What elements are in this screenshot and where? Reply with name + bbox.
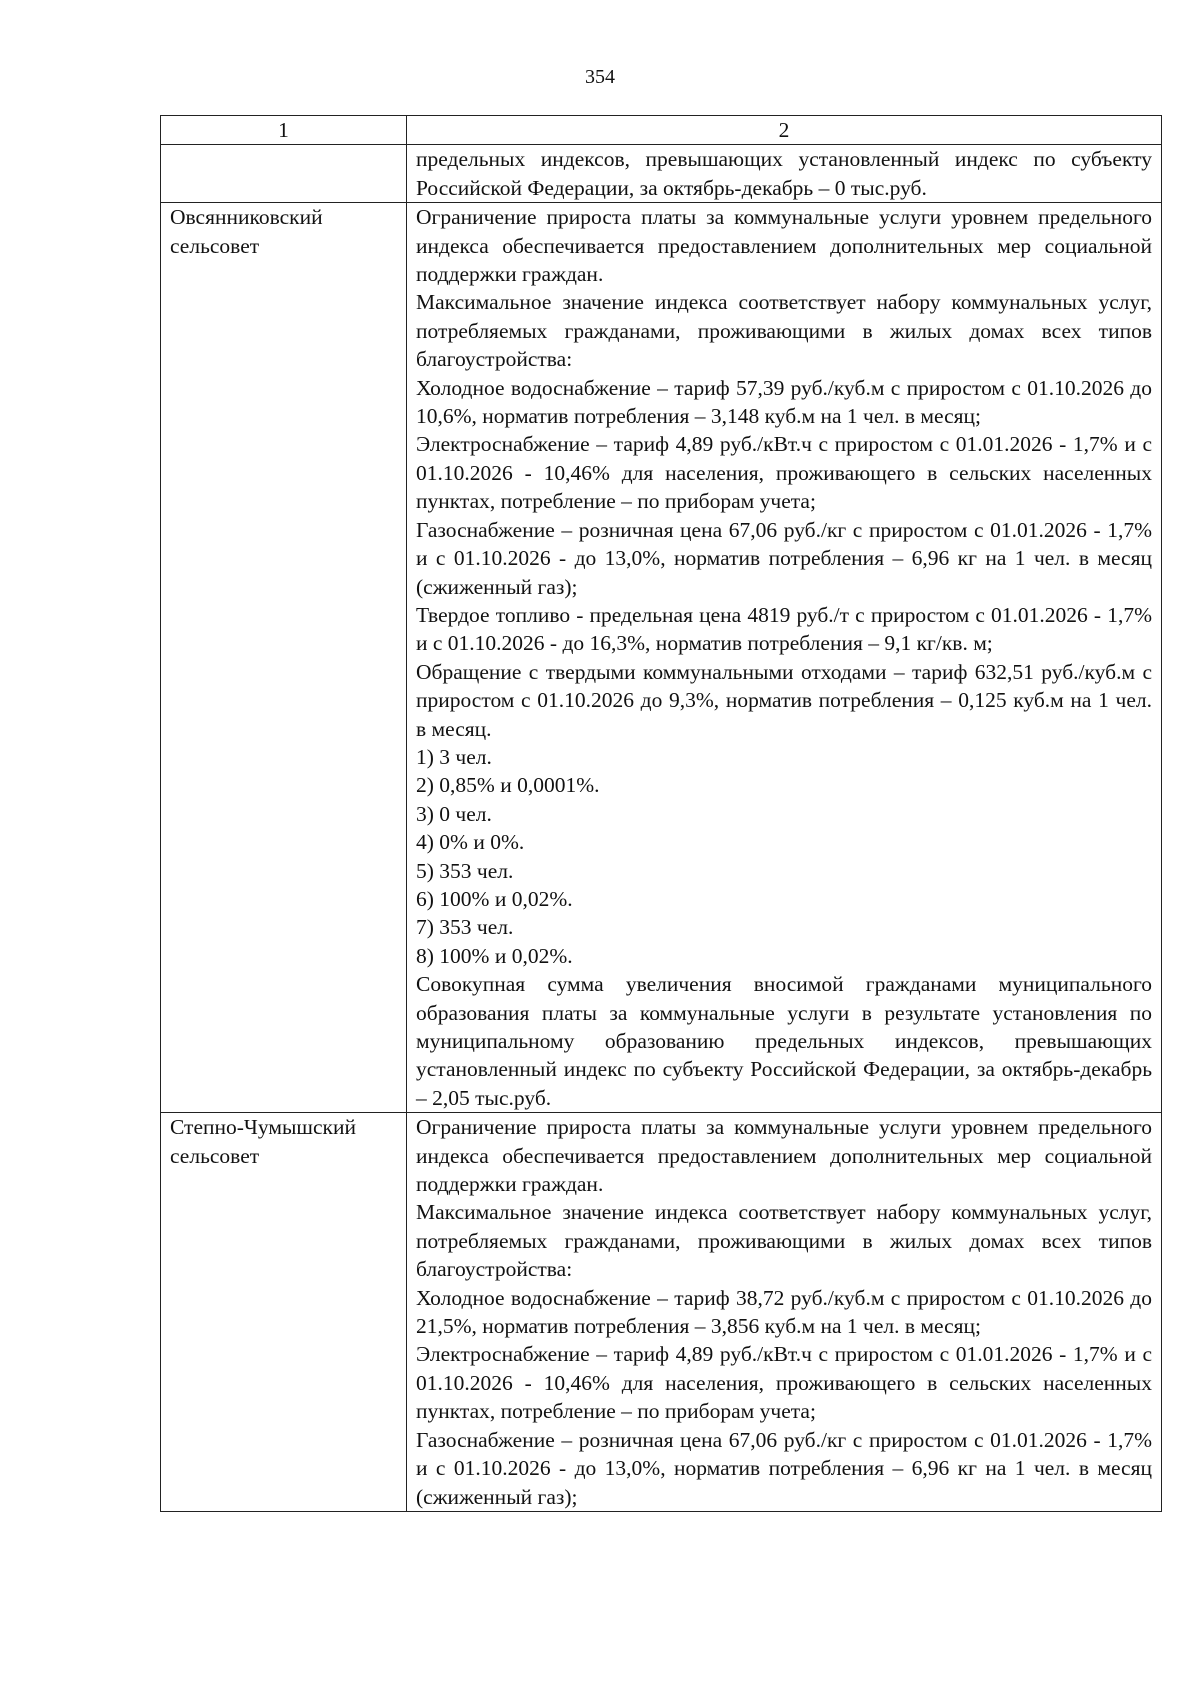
description-cell — [407, 1113, 1162, 1512]
description-cell — [407, 203, 1162, 1113]
table-header-row — [161, 116, 1162, 145]
municipality-name: Овсянниковский сельсовет — [161, 203, 407, 1113]
table-row — [161, 203, 1162, 1113]
paragraph: Электроснабжение – тариф 4,89 руб./кВт.ч с приростом с 01.01.2026 - 1,7% и с 01.10.2026 - 10,46% для населения, проживающего в сельских населенных пунктах, потребление – по приборам учета; — [416, 432, 1152, 514]
list-item: 5) 353 чел. — [416, 858, 514, 883]
page-number: 354 — [585, 66, 615, 88]
paragraph: Газоснабжение – розничная цена 67,06 руб./кг с приростом с 01.01.2026 - 1,7% и с 01.10.2026 - до 13,0%, норматив потребления – 6,96 кг на 1 чел. в месяц (сжиженный газ); — [416, 517, 1152, 599]
description-cell — [407, 145, 1162, 203]
paragraph: Ограничение прироста платы за коммунальные услуги уровнем предельного индекса обеспечивается предоставлением дополнительных мер социальной поддержки граждан. — [416, 205, 1152, 287]
paragraph: Холодное водоснабжение – тариф 38,72 руб./куб.м с приростом с 01.10.2026 до 21,5%, норматив потребления – 3,856 куб.м на 1 чел. в месяц; — [416, 1285, 1152, 1339]
list-item: 1) 3 чел. — [416, 744, 492, 769]
paragraph: Газоснабжение – розничная цена 67,06 руб./кг с приростом с 01.01.2026 - 1,7% и с 01.10.2026 - до 13,0%, норматив потребления – 6,96 кг на 1 чел. в месяц (сжиженный газ); — [416, 1427, 1152, 1509]
paragraph: Холодное водоснабжение – тариф 57,39 руб./куб.м с приростом с 01.10.2026 до 10,6%, норматив потребления – 3,148 куб.м на 1 чел. в месяц; — [416, 375, 1152, 429]
paragraph: Совокупная сумма увеличения вносимой гражданами муниципального образования платы за коммунальные услуги в результате установления по муниципальному образованию предельных индексов, превышающих установленный индекс по субъекту Российской Федерации, за октябрь-декабрь – 2,05 тыс.руб. — [416, 972, 1152, 1110]
paragraph: Максимальное значение индекса соответствует набору коммунальных услуг, потребляемых гражданами, проживающими в жилых домах всех типов благоустройства: — [416, 1200, 1152, 1282]
paragraph: Обращение с твердыми коммунальными отходами – тариф 632,51 руб./куб.м с приростом с 01.10.2026 до 9,3%, норматив потребления – 0,125 куб.м на 1 чел. в месяц. — [416, 659, 1152, 741]
paragraph: Электроснабжение – тариф 4,89 руб./кВт.ч с приростом с 01.01.2026 - 1,7% и с 01.10.2026 - 10,46% для населения, проживающего в сельских населенных пунктах, потребление – по приборам учета; — [416, 1342, 1152, 1424]
list-item: 3) 0 чел. — [416, 801, 492, 826]
table-row — [161, 1113, 1162, 1512]
municipality-table — [160, 115, 1162, 1512]
table-row — [161, 145, 1162, 203]
column-header-2: 2 — [407, 116, 1162, 145]
list-item: 4) 0% и 0%. — [416, 830, 525, 855]
list-item: 2) 0,85% и 0,0001%. — [416, 773, 600, 798]
column-header-1: 1 — [161, 116, 407, 145]
paragraph: Максимальное значение индекса соответствует набору коммунальных услуг, потребляемых гражданами, проживающими в жилых домах всех типов благоустройства: — [416, 290, 1152, 372]
list-item: 6) 100% и 0,02%. — [416, 886, 573, 911]
municipality-name — [161, 145, 407, 203]
list-item: 8) 100% и 0,02%. — [416, 943, 573, 968]
paragraph: предельных индексов, превышающих установленный индекс по субъекту Российской Федерации, за октябрь-декабрь – 0 тыс.руб. — [416, 147, 1152, 200]
paragraph: Твердое топливо - предельная цена 4819 руб./т с приростом с 01.01.2026 - 1,7% и с 01.10.2026 - до 16,3%, норматив потребления – 9,1 кг/кв. м; — [416, 602, 1152, 656]
list-item: 7) 353 чел. — [416, 915, 514, 940]
municipality-name: Степно-Чумышский сельсовет — [161, 1113, 407, 1512]
paragraph: Ограничение прироста платы за коммунальные услуги уровнем предельного индекса обеспечивается предоставлением дополнительных мер социальной поддержки граждан. — [416, 1115, 1152, 1197]
